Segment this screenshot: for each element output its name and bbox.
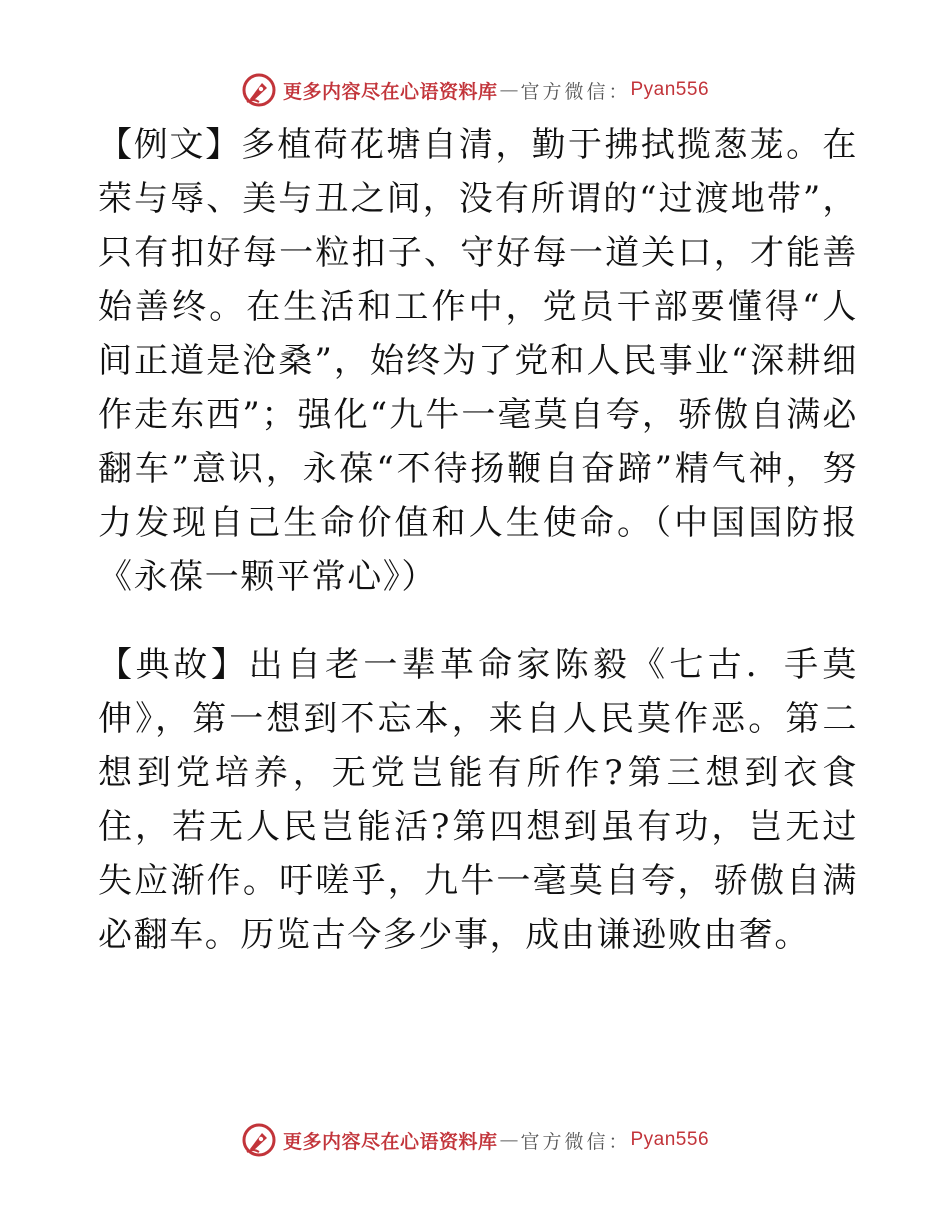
example-tag: 【例文】 <box>98 125 241 165</box>
example-paragraph <box>98 118 858 604</box>
header-watermark <box>0 70 950 110</box>
allusion-tag: 【典故】 <box>98 645 249 685</box>
example-text: 多植荷花塘自清，勤于拂拭揽葱茏。在荣与辱、美与丑之间，没有所谓的“过渡地带”，只有扣好每一粒扣子、守好每一道关口，才能善始善终。在生活和工作中，党员干部要懂得“人间正道是沧桑”，始终为了党和人民事业“深耕细作走东西”；强化“九牛一毫莫自夸，骄傲自满必翻车”意识，永葆“不待扬鞭自奋蹄”精气神，努力发现自己生命价值和人生使命。（中国国防报《永葆一颗平常心》） <box>98 125 859 597</box>
pen-nib-seal-icon <box>241 72 277 108</box>
watermark-handle: Pyan556 <box>630 79 710 100</box>
footer-watermark <box>0 1120 950 1160</box>
document-body <box>98 118 858 962</box>
watermark-sub-text: 官方微信： <box>520 80 631 103</box>
watermark-main-text: 更多内容尽在心语资料库 <box>282 80 498 103</box>
watermark-main-text: 更多内容尽在心语资料库 <box>282 1130 498 1153</box>
watermark-handle: Pyan556 <box>630 1129 710 1150</box>
watermark-dash: — <box>499 79 519 101</box>
allusion-paragraph <box>98 638 858 962</box>
pen-nib-seal-icon <box>241 1122 277 1158</box>
watermark-dash: — <box>499 1129 519 1151</box>
watermark-sub-text: 官方微信： <box>520 1130 631 1153</box>
allusion-text: 出自老一辈革命家陈毅《七古．手莫伸》，第一想到不忘本，来自人民莫作恶。第二想到党培养，无党岂能有所作?第三想到衣食住，若无人民岂能活?第四想到虽有功，岂无过失应渐作。吁嗟乎，九牛一毫莫自夸，骄傲自满必翻车。历览古今多少事，成由谦逊败由奢。 <box>98 645 858 955</box>
